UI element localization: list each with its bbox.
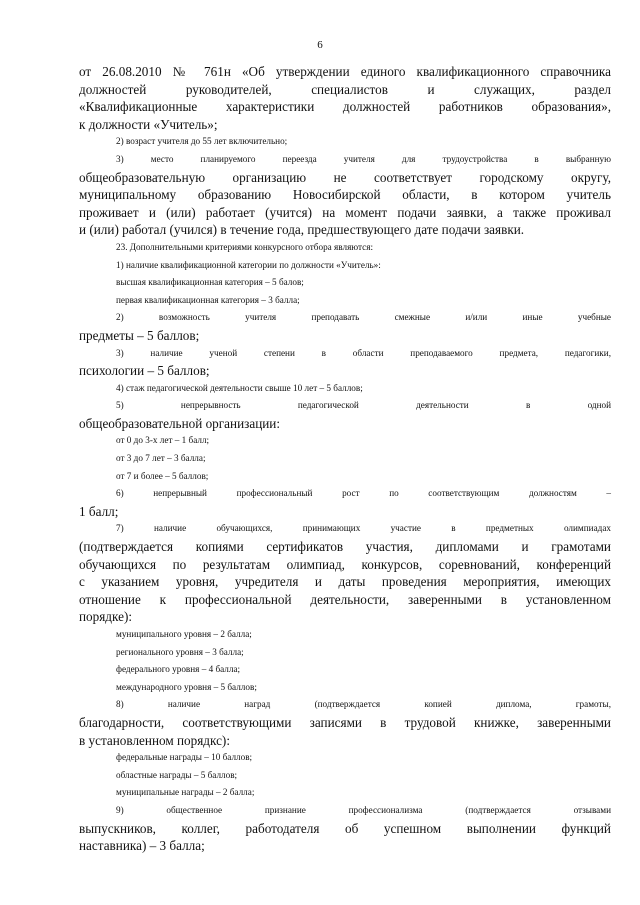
- text-line: выпускников, коллег, работодателя об успешном выполнении функций: [79, 820, 611, 836]
- text-line: 3) место планируемого переезда учителя для трудоустройства в выбранную: [116, 153, 611, 164]
- text-line: предметы – 5 баллов;: [79, 327, 200, 343]
- text-line: порядке):: [79, 609, 133, 625]
- text-line: общеобразовательную организацию не соответствует городскому округу,: [79, 169, 611, 185]
- text-line: 1) наличие квалификационной категории по должности «Учитель»:: [116, 259, 381, 270]
- text-line: от 7 и более – 5 баллов;: [116, 470, 209, 481]
- text-line: федеральные награды – 10 баллов;: [116, 752, 253, 763]
- text-line: международного уровня – 5 баллов;: [116, 681, 257, 692]
- text-line: 23. Дополнительными критериями конкурсного отбора являются:: [116, 241, 374, 252]
- text-line: благодарности, соответствующими записями в трудовой книжке, заверенными: [79, 714, 611, 730]
- text-line: «Квалификационные характеристики должностей работников образования»,: [79, 99, 611, 115]
- text-line: 6) непрерывный профессиональный рост по соответствующим должностям –: [116, 488, 611, 499]
- text-line: муниципальные награды – 2 балла;: [116, 787, 255, 798]
- text-line: проживает и (или) работает (учится) на момент подачи заявки, а также проживал: [79, 204, 611, 220]
- text-line: 9) общественное признание профессионализма (подтверждается отзывами: [116, 804, 611, 815]
- text-line: муниципального уровня – 2 балла;: [116, 629, 252, 639]
- text-line: муниципальному образованию Новосибирской области, в котором учитель: [79, 187, 611, 203]
- page-number: 6: [317, 39, 323, 51]
- text-line: должностей руководителей, специалистов и служащих, раздел: [79, 81, 611, 97]
- text-line: от 0 до 3-х лет – 1 балл;: [116, 435, 210, 446]
- text-line: отношение к профессиональной деятельности, заверенными в установленном: [79, 591, 611, 607]
- text-line: с указанием уровня, учредителя и даты проведения мероприятия, имеющих: [79, 574, 611, 590]
- document-body: [79, 63, 611, 855]
- text-line: психологии – 5 баллов;: [79, 363, 210, 379]
- text-line: областные награды – 5 баллов;: [116, 769, 238, 780]
- text-line: 4) стаж педагогической деятельности свыше 10 лет – 5 баллов;: [116, 382, 363, 393]
- text-line: (подтверждается копиями сертификатов участия, дипломами и грамотами: [79, 539, 611, 555]
- text-line: 5) непрерывность педагогической деятельности в одной: [116, 400, 611, 411]
- text-line: 7) наличие обучающихся, принимающих участие в предметных олимпиадах: [116, 523, 611, 534]
- text-line: высшая квалификационная категория – 5 балов;: [116, 277, 304, 288]
- text-line: 3) наличие ученой степени в области преподаваемого предмета, педагогики,: [116, 347, 611, 358]
- text-line: первая квалификационная категория – 3 балла;: [116, 294, 300, 305]
- text-line: и (или) работал (учился) в течение года, предшествующего дате подачи заявки.: [79, 222, 525, 238]
- text-line: федерального уровня – 4 балла;: [116, 664, 241, 675]
- text-line: регионального уровня – 3 балла;: [116, 646, 244, 657]
- text-line: обучающихся по результатам олимпиад, конкурсов, соревнований, конференций: [79, 556, 611, 572]
- text-line: к должности «Учитель»;: [79, 116, 218, 132]
- text-line: 2) возможность учителя преподавать смежные и/или иные учебные: [116, 312, 611, 323]
- text-line: общеобразовательной организации:: [79, 415, 281, 431]
- text-line: 8) наличие наград (подтверждается копией диплома, грамоты,: [116, 699, 611, 710]
- text-line: от 26.08.2010 № 761н «Об утверждении единого квалификационного справочника: [79, 64, 611, 79]
- text-line: 1 балл;: [79, 503, 119, 519]
- text-line: наставника) – 3 балла;: [79, 838, 205, 854]
- text-line: от 3 до 7 лет – 3 балла;: [116, 453, 206, 464]
- text-line: 2) возраст учителя до 55 лет включительно;: [116, 136, 288, 147]
- text-line: в установленном порядкс):: [79, 732, 230, 748]
